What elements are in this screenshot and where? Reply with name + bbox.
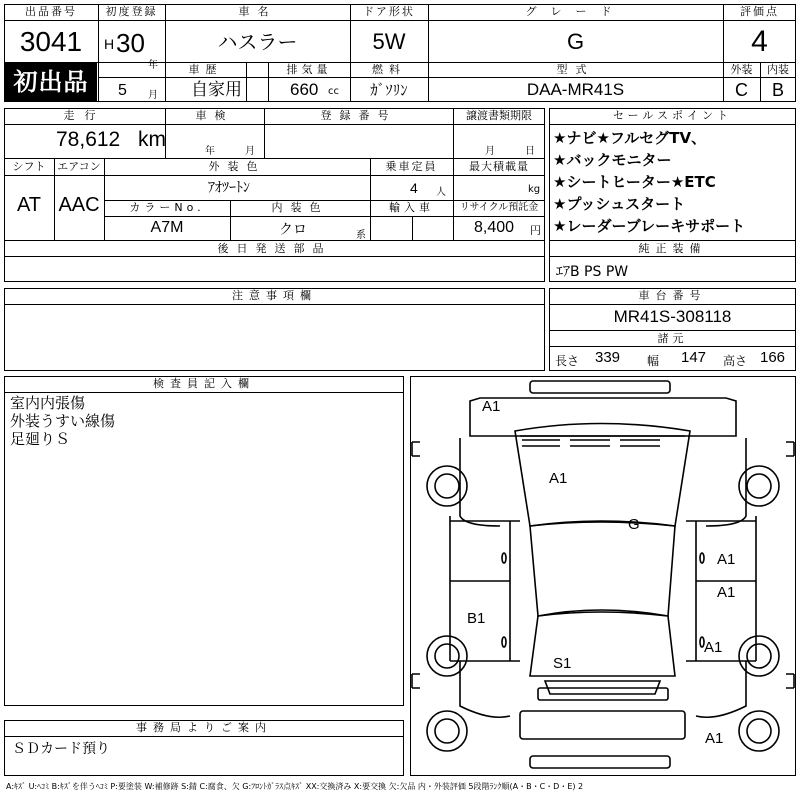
- era: H: [104, 36, 115, 52]
- score-label: 評価点: [740, 5, 779, 18]
- chassis-label: 車台番号: [638, 289, 707, 302]
- inspection-label: 車検: [195, 109, 234, 122]
- inspector-note: 外装うすい線傷: [10, 412, 116, 430]
- lot-no-label: 出品番号: [25, 5, 77, 18]
- fuel: ｶﾞｿﾘﾝ: [370, 81, 408, 99]
- history-label: 車歴: [188, 63, 223, 76]
- air-conditioner: AAC: [58, 194, 100, 216]
- equipment-label: 純正装備: [638, 242, 707, 255]
- int-color-label: 内装色: [271, 201, 329, 214]
- color-number: A7M: [150, 219, 184, 236]
- ext-color-label: 外装色: [208, 160, 266, 173]
- first-reg-month: 5: [118, 82, 127, 99]
- displacement-label: 排気量: [286, 63, 332, 76]
- import-label: 輸入車: [389, 201, 434, 214]
- later-parts-label: 後日発送部品: [217, 242, 332, 255]
- sales-point: ★ナビ★フルセグTV、: [553, 129, 707, 147]
- chassis-number: MR41S-308118: [613, 307, 732, 326]
- notes-label: 注意事項欄: [232, 289, 317, 302]
- exterior-grade: C: [735, 80, 748, 100]
- sales-point: ★プッシュスタート: [553, 195, 686, 213]
- sales-points-label: セールスポイント: [612, 109, 732, 122]
- inspector-note: 室内内張傷: [10, 394, 86, 412]
- reg-no-label: 登録番号: [320, 109, 397, 122]
- mark-right-front-fender: A1: [717, 551, 736, 568]
- mark-rear-bumper: A1: [705, 730, 724, 747]
- capacity-label: 乗車定員: [385, 160, 438, 173]
- interior-label: 内装: [767, 63, 789, 76]
- mark-roof: G: [628, 516, 640, 533]
- office-label: 事務局よりご案内: [136, 721, 272, 734]
- sales-point: ★シートヒーター★ETC: [553, 173, 716, 191]
- mark-hood: A1: [549, 470, 568, 487]
- car-name-label: 車名: [238, 5, 277, 18]
- score: 4: [751, 25, 768, 58]
- door-type: 5W: [372, 29, 406, 54]
- sales-point: ★レーダーブレーキサポート: [553, 217, 746, 235]
- mark-left-rear-door: B1: [467, 610, 486, 627]
- damage-legend: A:ｷｽﾞ U:ﾍｺﾐ B:ｷｽﾞを伴うﾍｺﾐ P:要塗装 W:補修跡 S:錆 C:腐食、欠 G:ﾌﾛﾝﾄｶﾞﾗｽ点ｷｽﾞ XX:交換済み X:要交換 欠:欠品 内・外装評価 5段階ﾗﾝｸ順(A・B・C・D・E) 2: [6, 782, 584, 791]
- first-reg-label: 初度登録: [105, 5, 158, 18]
- mark-right-front-door: A1: [717, 584, 736, 601]
- first-reg-year: 30: [116, 28, 145, 58]
- lot-number: 3041: [19, 26, 83, 57]
- model: DAA-MR41S: [526, 80, 625, 99]
- shift-label: シフト: [12, 160, 46, 173]
- displacement: 660: [290, 80, 319, 99]
- shift: AT: [16, 194, 42, 216]
- width: 147: [681, 349, 707, 366]
- inspector-note: 足廻りＳ: [10, 430, 71, 448]
- equipment: ｴｱB PS PW: [556, 264, 629, 280]
- dims-label: 諸元: [657, 332, 688, 345]
- sales-point: ★バックモニター: [553, 151, 672, 169]
- mark-right-rear-door: A1: [704, 639, 723, 656]
- grade-label: グレード: [525, 5, 626, 18]
- length: 339: [595, 349, 621, 366]
- history: 自家用: [191, 80, 242, 100]
- mileage: 78,612: [56, 128, 121, 151]
- ac-label: エアコン: [57, 160, 101, 173]
- recycle-label: リサイクル預託金: [459, 202, 539, 213]
- interior-color: クロ: [279, 222, 307, 238]
- car-name: ハスラー: [217, 30, 298, 54]
- capacity: 4: [410, 180, 418, 196]
- max-load-label: 最大積載量: [469, 160, 529, 173]
- interior-grade: B: [771, 80, 784, 100]
- door-label: ドア形状: [363, 5, 415, 18]
- model-label: 型式: [556, 63, 595, 76]
- first-listing-badge: 初出品: [5, 63, 97, 101]
- color-no-label: カラーNo.: [129, 201, 205, 214]
- inspector-label: 検査員記入欄: [153, 377, 255, 390]
- recycle-deposit: 8,400: [474, 219, 515, 236]
- auction-sheet: 出品番号 3041 初出品 初度登録 H 30 年 5 月 車名 ハスラー ドア形状 5W グレード G 評価点 4 車歴 自家用 排気量 660 cc 燃料 ｶﾞｿﾘﾝ 型式 DAA-MR41S 外装 内装 C B 走行 78,612 km 車検 年 月 登録番号 譲渡書類期限 月 日 シフト AT エアコン AAC 外装色 ｱｵﾂｰﾄﾝ 乗車定員 4 人 最大積載量 kg カラーNo. A7M 内装色 クロ 系 輸入車 リサイクル預託金 8,400 円 後日発送部品 セールスポイント ★ナビ★フルセグTV、 ★バックモニター ★シートヒーター★ETC ★プッシュスタート ★レーダーブレーキサポート 純正装備 ｴｱB PS PW 注意事項欄 車台番号 MR41S-308118 諸元 長さ 339 幅 147 高さ 166 検査員記入欄 室内内張傷 外装うすい線傷 足廻りＳ 事務局よりご案内 ＳＤカード預り A1 A1 G A1 A1 A1 B1 S1 A1 A:ｷｽﾞ U:ﾍｺﾐ B:ｷｽﾞを伴うﾍｺﾐ P:要塗装 W:補修跡 S:錆 C:腐食、欠 G:ﾌﾛﾝﾄｶﾞﾗｽ点ｷｽﾞ XX:交換済み X:要交換 欠:欠品 内・外装評価 5段階ﾗﾝｸ順(A・B・C・D・E) 2: [0, 0, 800, 800]
- car-diagram: [410, 376, 796, 776]
- fuel-label: 燃料: [372, 63, 406, 76]
- mark-front-bumper: A1: [482, 398, 501, 415]
- transfer-label: 譲渡書類期限: [466, 109, 532, 122]
- height: 166: [760, 349, 786, 366]
- office-note: ＳＤカード預り: [12, 741, 110, 757]
- mark-rear-hatch: S1: [553, 655, 572, 672]
- exterior-color: ｱｵﾂｰﾄﾝ: [208, 180, 250, 196]
- exterior-label: 外装: [730, 63, 753, 76]
- mileage-label: 走行: [63, 109, 106, 122]
- grade: G: [566, 29, 585, 54]
